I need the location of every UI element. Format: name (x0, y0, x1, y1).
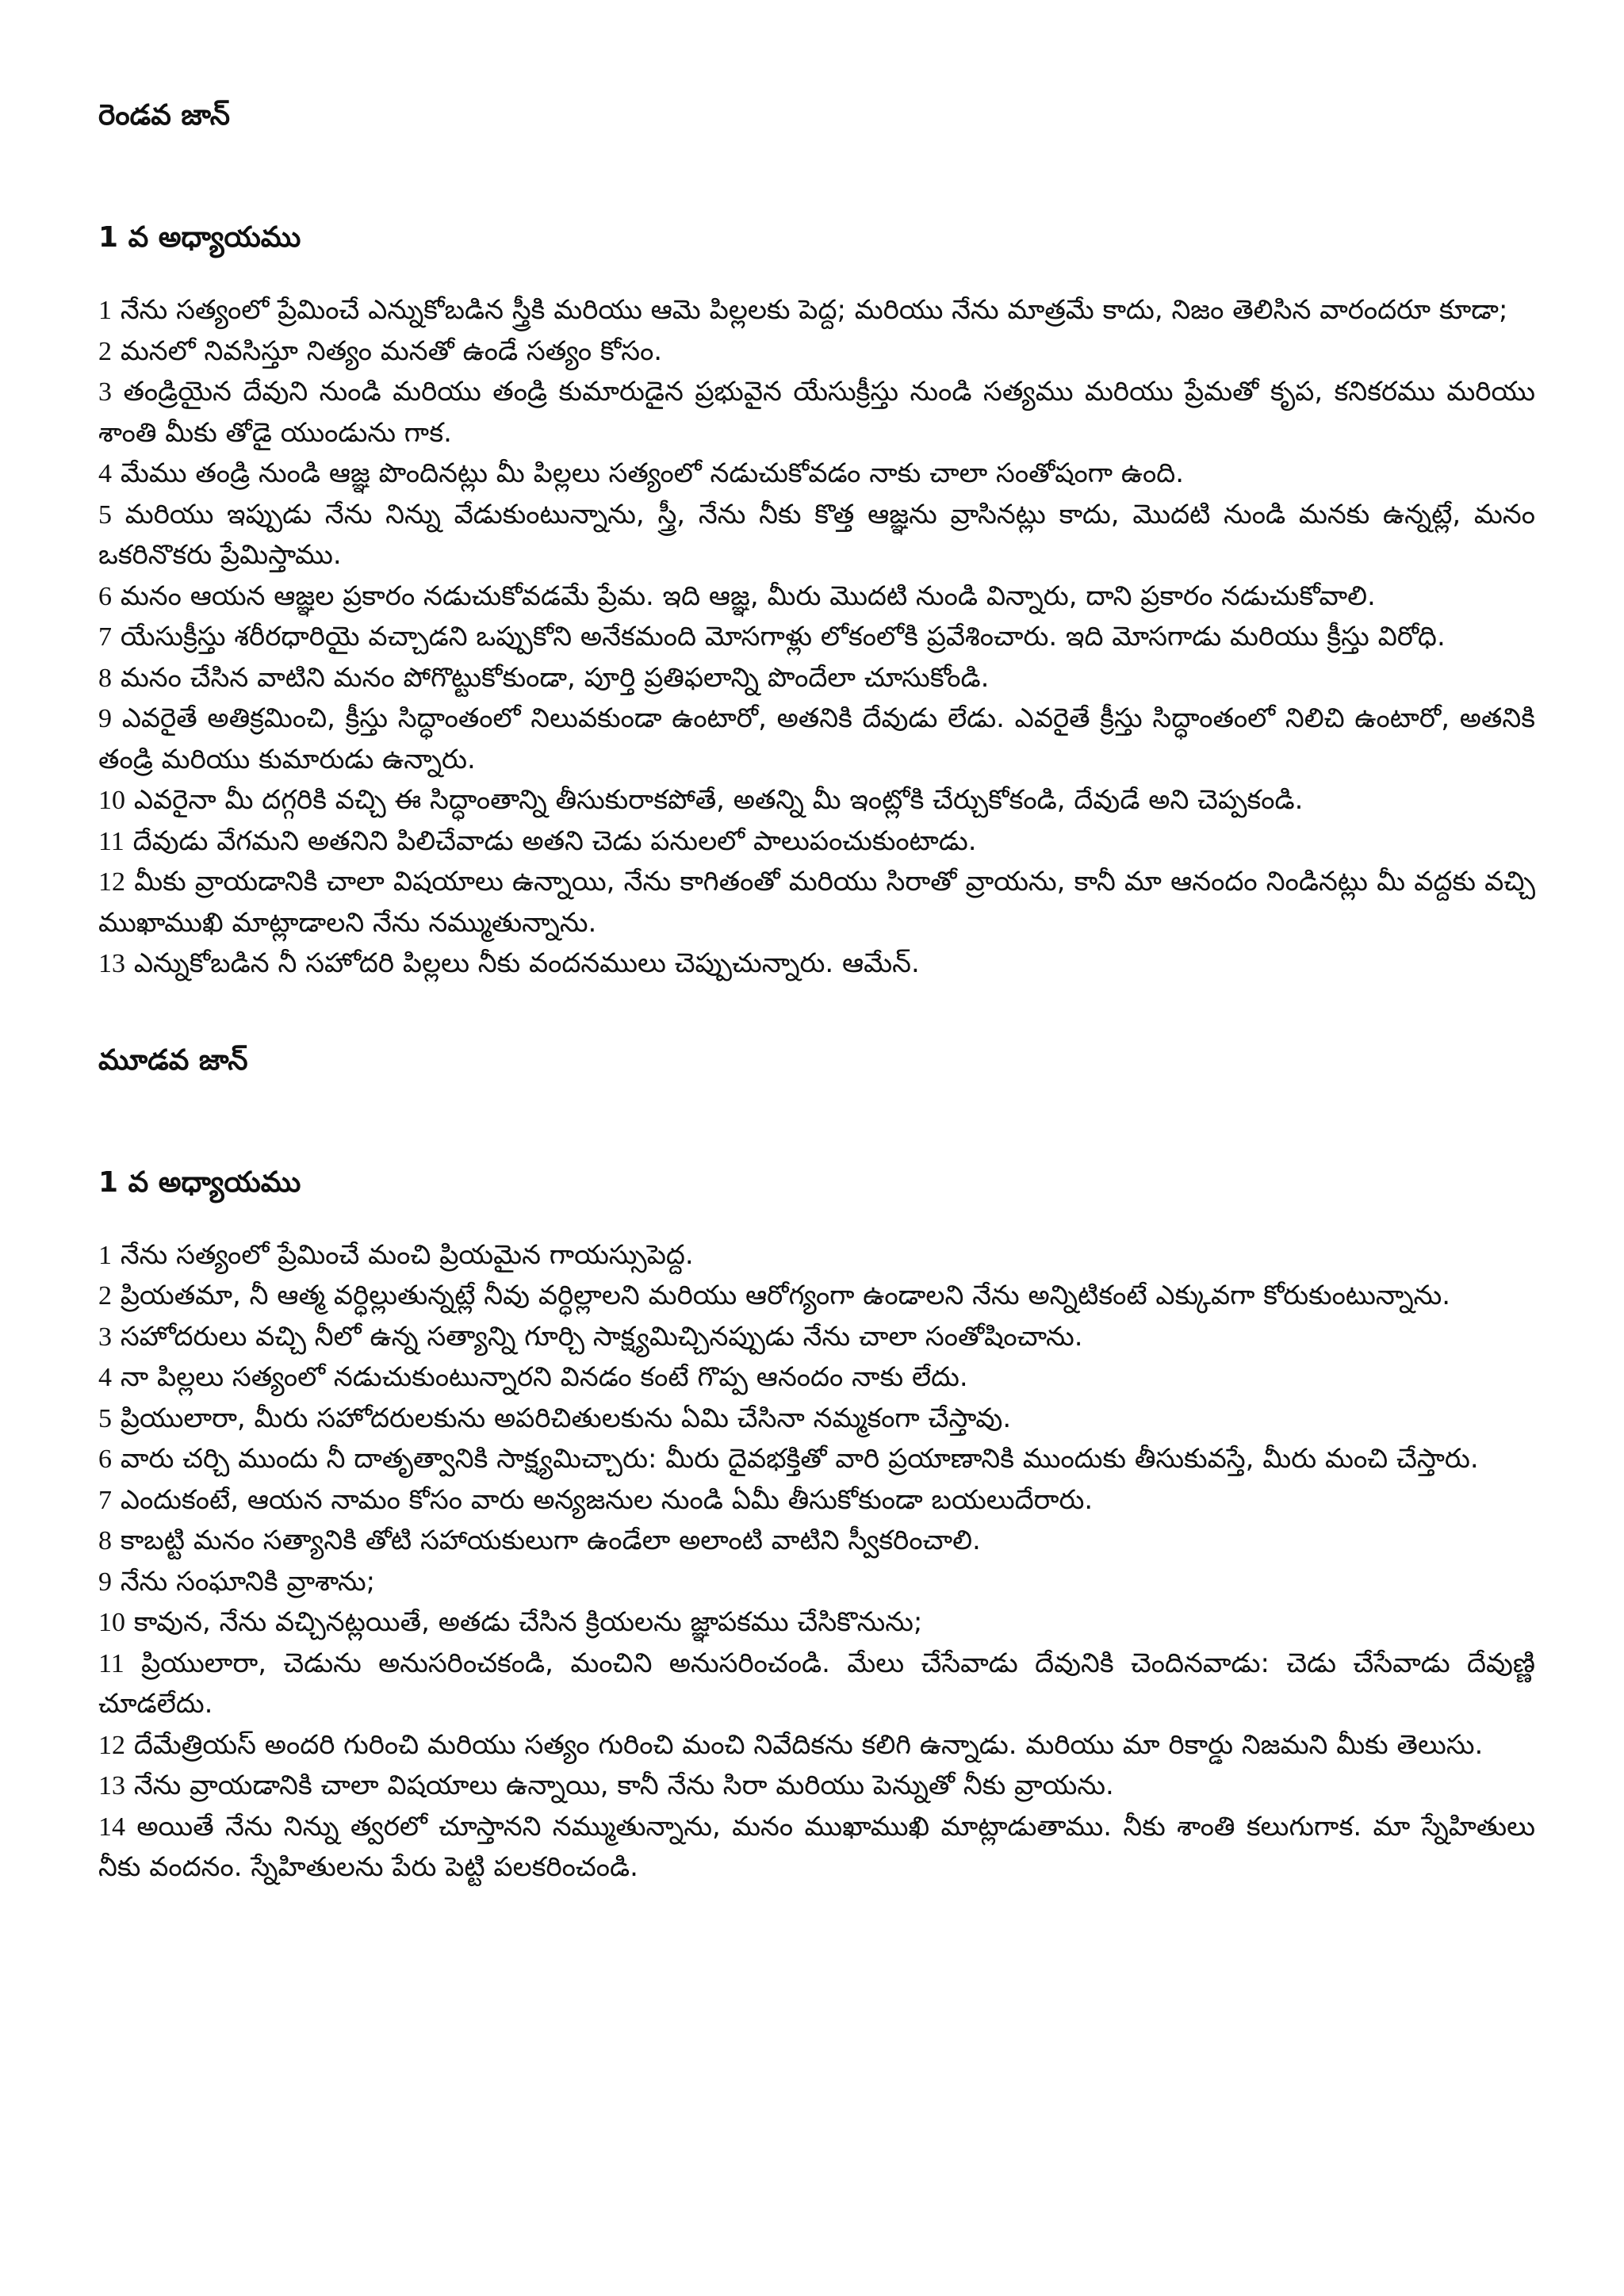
verse-number: 3 (98, 1322, 112, 1352)
verse-number: 10 (98, 786, 125, 815)
verse-text: కావున, నేను వచ్చినట్లయితే, అతడు చేసిన క్రియలను జ్ఞాపకము చేసికొనును; (133, 1606, 923, 1638)
verse-number: 8 (98, 663, 112, 693)
verse (98, 1480, 1535, 1521)
verse-list (98, 1235, 1535, 1888)
verse-number: 13 (98, 1771, 125, 1800)
chapter-title: 1 వ అధ్యాయము (98, 221, 301, 254)
verse (98, 1562, 1535, 1603)
book-section-second-john (98, 95, 1535, 985)
verse (98, 617, 1535, 658)
verse-number: 11 (98, 826, 124, 856)
verse-text: మనం చేసిన వాటిని మనం పోగొట్టుకోకుండా, పూర్తి ప్రతిఫలాన్ని పొందేలా చూసుకోండి. (120, 661, 990, 694)
verse-number: 2 (98, 336, 112, 366)
verse (98, 1807, 1535, 1888)
verse-number: 2 (98, 1281, 112, 1311)
chapter-title: 1 వ అధ్యాయము (98, 1165, 301, 1199)
verse-number: 6 (98, 1445, 112, 1474)
verse-text: ప్రియతమా, నీ ఆత్మ వర్ధిల్లుతున్నట్లే నీవు వర్ధిల్లాలని మరియు ఆరోగ్యంగా ఉండాలని నేను అన్నిటికంటే ఎక్కువగా కోరుకుంటున్నాను. (120, 1280, 1451, 1311)
book-title: మూడవ జాన్ (98, 1043, 248, 1077)
verse-number: 13 (98, 949, 125, 978)
verse-number: 10 (98, 1608, 125, 1637)
verse (98, 453, 1535, 495)
verse (98, 1439, 1535, 1480)
verse-number: 1 (98, 296, 112, 325)
verse-text: తండ్రియైన దేవుని నుండి మరియు తండ్రి కుమారుడైన ప్రభువైన యేసుక్రీస్తు నుండి సత్యము మరియు ప్రేమతో కృప, కనికరము మరియు శాంతి మీకు తోడై యుండును గాక. (98, 376, 1535, 449)
verse-number: 7 (98, 622, 112, 652)
verse-text: వారు చర్చి ముందు నీ దాతృత్వానికి సాక్ష్యమిచ్చారు: మీరు దైవభక్తితో వారి ప్రయాణానికి ముందుకు తీసుకువస్తే, మీరు మంచి చేస్తారు. (120, 1443, 1479, 1475)
verse-text: అయితే నేను నిన్ను త్వరలో చూస్తానని నమ్ముతున్నాను, మనం ముఖాముఖి మాట్లాడుతాము. నీకు శాంతి కలుగుగాక. మా స్నేహితులు నీకు వందనం. స్నేహితులను పేరు పెట్టి పలకరించండి. (98, 1810, 1535, 1883)
verse-text: కాబట్టి మనం సత్యానికి తోటి సహాయకులుగా ఉండేలా అలాంటి వాటిని స్వీకరించాలి. (120, 1525, 981, 1556)
verse (98, 1357, 1535, 1399)
verse-text: దేవుడు వేగమని అతనిని పిలిచేవాడు అతని చెడు పనులలో పాలుపంచుకుంటాడు. (132, 825, 977, 857)
verse-text: ప్రియులారా, మీరు సహోదరులకును అపరిచితులకును ఏమి చేసినా నమ్మకంగా చేస్తావు. (120, 1402, 1012, 1434)
verse-list (98, 290, 1535, 985)
verse-text: సహోదరులు వచ్చి నీలో ఉన్న సత్యాన్ని గూర్చి సాక్ష్యమిచ్చినప్పుడు నేను చాలా సంతోషించాను. (120, 1320, 1083, 1353)
verse (98, 1521, 1535, 1562)
verse-number: 14 (98, 1812, 125, 1842)
verse-text: యేసుక్రీస్తు శరీరధారియై వచ్చాడని ఒప్పుకోని అనేకమంది మోసగాళ్లు లోకంలోకి ప్రవేశించారు. ఇది మోసగాడు మరియు క్రీస్తు విరోధి. (120, 621, 1446, 652)
verse (98, 1725, 1535, 1766)
document-page (98, 95, 1535, 1888)
book-section-third-john (98, 1040, 1535, 1888)
verse-text: ఎవరైతే అతిక్రమించి, క్రీస్తు సిద్ధాంతంలో నిలువకుండా ఉంటారో, అతనికి దేవుడు లేడు. ఎవరైతే క్రీస్తు సిద్ధాంతంలో నిలిచి ఉంటారో, అతనికి తండ్రి మరియు కుమారుడు ఉన్నారు. (98, 702, 1535, 775)
verse (98, 1644, 1535, 1725)
verse (98, 331, 1535, 373)
verse (98, 1602, 1535, 1644)
verse-number: 11 (98, 1648, 124, 1678)
verse (98, 372, 1535, 453)
verse (98, 1766, 1535, 1807)
verse-number: 4 (98, 459, 112, 488)
verse (98, 862, 1535, 943)
book-title: రెండవ జాన్ (98, 99, 231, 132)
verse-text: మనలో నివసిస్తూ నిత్యం మనతో ఉండే సత్యం కోసం. (120, 335, 663, 367)
verse-number: 7 (98, 1485, 112, 1515)
verse-text: దేమేత్రియస్ అందరి గురించి మరియు సత్యం గురించి మంచి నివేదికను కలిగి ఉన్నాడు. మరియు మా రికార్డు నిజమని మీకు తెలుసు. (133, 1728, 1484, 1761)
verse (98, 290, 1535, 331)
verse-text: మేము తండ్రి నుండి ఆజ్ఞ పొందినట్లు మీ పిల్లలు సత్యంలో నడుచుకోవడం నాకు చాలా సంతోషంగా ఉంది. (120, 457, 1185, 489)
verse-number: 5 (98, 499, 112, 530)
verse-text: నేను సత్యంలో ప్రేమించే ఎన్నుకోబడిన స్త్రీకి మరియు ఆమె పిల్లలకు పెద్ద; మరియు నేను మాత్రమే కాదు, నిజం తెలిసిన వారందరూ కూడా; (120, 294, 1508, 326)
verse-text: ఎందుకంటే, ఆయన నామం కోసం వారు అన్యజనుల నుండి ఏమీ తీసుకోకుండా బయలుదేరారు. (120, 1483, 1094, 1516)
verse (98, 1317, 1535, 1358)
verse (98, 658, 1535, 699)
verse (98, 1235, 1535, 1276)
verse-number: 4 (98, 1363, 112, 1392)
verse (98, 780, 1535, 821)
verse-number: 1 (98, 1240, 112, 1270)
verse-number: 6 (98, 581, 112, 611)
verse-number: 9 (98, 1567, 112, 1597)
verse-number: 12 (98, 1730, 125, 1760)
verse-text: ప్రియులారా, చెడును అనుసరించకండి, మంచిని అనుసరించండి. మేలు చేసేవాడు దేవునికి చెందినవాడు: చెడు చేసేవాడు దేవుణ్ణి చూడలేదు. (98, 1647, 1535, 1720)
verse-text: ఎన్నుకోబడిన నీ సహోదరి పిల్లలు నీకు వందనములు చెప్పుచున్నారు. ఆమేన్. (133, 947, 920, 979)
verse-text: మరియు ఇప్పుడు నేను నిన్ను వేడుకుంటున్నాను, స్త్రీ, నేను నీకు కొత్త ఆజ్ఞను వ్రాసినట్లు కాదు, మొదటి నుండి మనకు ఉన్నట్లే, మనం ఒకరినొకరు ప్రేమిస్తాము. (98, 498, 1536, 571)
verse-number: 12 (98, 867, 125, 897)
verse (98, 698, 1535, 780)
verse-text: నేను వ్రాయడానికి చాలా విషయాలు ఉన్నాయి, కానీ నేను సిరా మరియు పెన్నుతో నీకు వ్రాయను. (133, 1770, 1114, 1801)
verse (98, 495, 1535, 576)
verse-text: నేను సంఘానికి వ్రాశాను; (120, 1565, 376, 1598)
verse (98, 576, 1535, 618)
verse-text: మీకు వ్రాయడానికి చాలా విషయాలు ఉన్నాయి, నేను కాగితంతో మరియు సిరాతో వ్రాయను, కానీ మా ఆనందం నిండినట్లు మీ వద్దకు వచ్చి ముఖాముఖి మాట్లాడాలని నేను నమ్ముతున్నాను. (98, 866, 1535, 939)
verse (98, 821, 1535, 863)
verse-text: ఎవరైనా మీ దగ్గరికి వచ్చి ఈ సిద్ధాంతాన్ని తీసుకురాకపోతే, అతన్ని మీ ఇంట్లోకి చేర్చుకోకండి, దేవుడే అని చెప్పకండి. (133, 784, 1304, 816)
verse-text: నేను సత్యంలో ప్రేమించే మంచి ప్రియమైన గాయస్సుపెద్ద. (120, 1238, 694, 1271)
verse-number: 9 (98, 704, 112, 733)
verse (98, 943, 1535, 985)
verse-number: 3 (98, 377, 112, 407)
verse-number: 5 (98, 1403, 112, 1433)
verse-text: నా పిల్లలు సత్యంలో నడుచుకుంటున్నారని వినడం కంటే గొప్ప ఆనందం నాకు లేదు. (120, 1361, 968, 1393)
verse-text: మనం ఆయన ఆజ్ఞల ప్రకారం నడుచుకోవడమే ప్రేమ. ఇది ఆజ్ఞ, మీరు మొదటి నుండి విన్నారు, దాని ప్రకారం నడుచుకోవాలి. (120, 580, 1376, 612)
verse-number: 8 (98, 1526, 112, 1556)
verse (98, 1276, 1535, 1317)
verse (98, 1399, 1535, 1440)
